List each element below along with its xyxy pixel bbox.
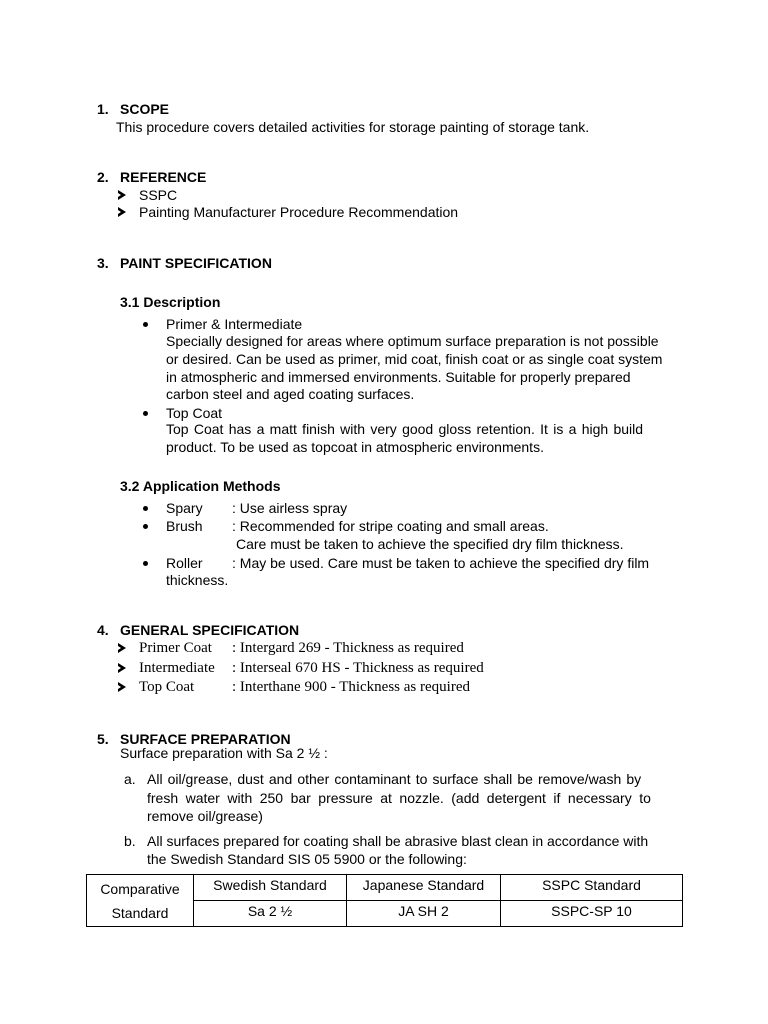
arrow-bullet-icon	[118, 643, 126, 653]
table-cell: Sa 2 ½	[194, 901, 347, 927]
scope-text: This procedure covers detailed activities for storage painting of storage tank.	[116, 119, 590, 135]
bullet-icon	[143, 524, 148, 529]
table-cell: SSPC-SP 10	[501, 901, 683, 927]
coat-name: Primer Coat	[139, 640, 212, 656]
coat-value: : Intergard 269 - Thickness as required	[232, 640, 464, 656]
table-row	[87, 875, 683, 901]
section-title-reference: REFERENCE	[120, 169, 207, 185]
description-line: or desired. Can be used as primer, mid coat, finish coat or as single coat system	[166, 351, 663, 367]
section-number: 4.	[97, 622, 109, 638]
surface-prep-intro: Surface preparation with Sa 2 ½ :	[120, 745, 328, 761]
method-text: : May be used. Care must be taken to achieve the specified dry film	[232, 555, 650, 571]
method-text: Care must be taken to achieve the specified dry film thickness.	[236, 536, 624, 552]
arrow-bullet-icon	[118, 207, 126, 217]
method-text: thickness.	[166, 572, 229, 588]
section-number: 2.	[97, 169, 109, 185]
subsection-title-description: 3.1 Description	[120, 294, 221, 310]
list-marker: a.	[124, 771, 136, 787]
description-item-label: Top Coat	[166, 405, 223, 421]
coat-value: : Interthane 900 - Thickness as required	[232, 679, 470, 695]
description-line: product. To be used as topcoat in atmospheric environments.	[166, 439, 544, 455]
table-row-header-line: Comparative	[100, 881, 180, 897]
arrow-bullet-icon	[118, 190, 126, 200]
surface-prep-line: All oil/grease, dust and other contaminant to surface shall be remove/wash by	[147, 771, 642, 787]
arrow-bullet-icon	[118, 663, 126, 673]
list-marker: b.	[124, 833, 136, 849]
coat-name: Intermediate	[139, 660, 215, 676]
section-number: 3.	[97, 255, 109, 271]
table-row-header	[87, 875, 194, 927]
coat-value: : Interseal 670 HS - Thickness as required	[232, 660, 484, 676]
comparative-standard-table	[86, 874, 683, 927]
subsection-title-application-methods: 3.2 Application Methods	[120, 478, 281, 494]
section-number: 5.	[97, 731, 109, 747]
method-name: Roller	[166, 555, 203, 571]
arrow-bullet-icon	[118, 682, 126, 692]
surface-prep-line: remove oil/grease)	[147, 808, 263, 824]
description-line: Specially designed for areas where optimum surface preparation is not possible	[166, 333, 659, 349]
table-header-cell: SSPC Standard	[501, 875, 683, 901]
section-title-scope: SCOPE	[120, 101, 170, 117]
section-title-surface-preparation: SURFACE PREPARATION	[120, 731, 291, 747]
bullet-icon	[143, 561, 148, 566]
bullet-icon	[143, 322, 148, 327]
table-row-header-line: Standard	[111, 905, 169, 921]
table-header-cell: Japanese Standard	[347, 875, 501, 901]
surface-prep-line: fresh water with 250 bar pressure at nozzle. (add detergent if necessary to	[147, 790, 651, 806]
description-line: in atmospheric and immersed environments. Suitable for properly prepared	[166, 369, 631, 385]
method-name: Spary	[166, 500, 203, 516]
surface-prep-line: the Swedish Standard SIS 05 5900 or the following:	[147, 851, 467, 867]
method-text: : Recommended for stripe coating and small areas.	[232, 518, 549, 534]
surface-prep-line: All surfaces prepared for coating shall be abrasive blast clean in accordance with	[147, 833, 649, 849]
description-item-label: Primer & Intermediate	[166, 316, 303, 332]
description-line: Top Coat has a matt finish with very good gloss retention. It is a high build	[166, 421, 644, 437]
section-title-general-specification: GENERAL SPECIFICATION	[120, 622, 300, 638]
reference-item: Painting Manufacturer Procedure Recommendation	[139, 204, 459, 220]
table-cell: JA SH 2	[347, 901, 501, 927]
coat-name: Top Coat	[139, 679, 195, 695]
table-header-cell: Swedish Standard	[194, 875, 347, 901]
section-title-paint-specification: PAINT SPECIFICATION	[120, 255, 272, 271]
bullet-icon	[143, 411, 148, 416]
bullet-icon	[143, 506, 148, 511]
description-line: carbon steel and aged coating surfaces.	[166, 386, 415, 402]
method-name: Brush	[166, 518, 203, 534]
reference-item: SSPC	[139, 187, 178, 203]
method-text: : Use airless spray	[232, 500, 348, 516]
section-number: 1.	[97, 101, 109, 117]
